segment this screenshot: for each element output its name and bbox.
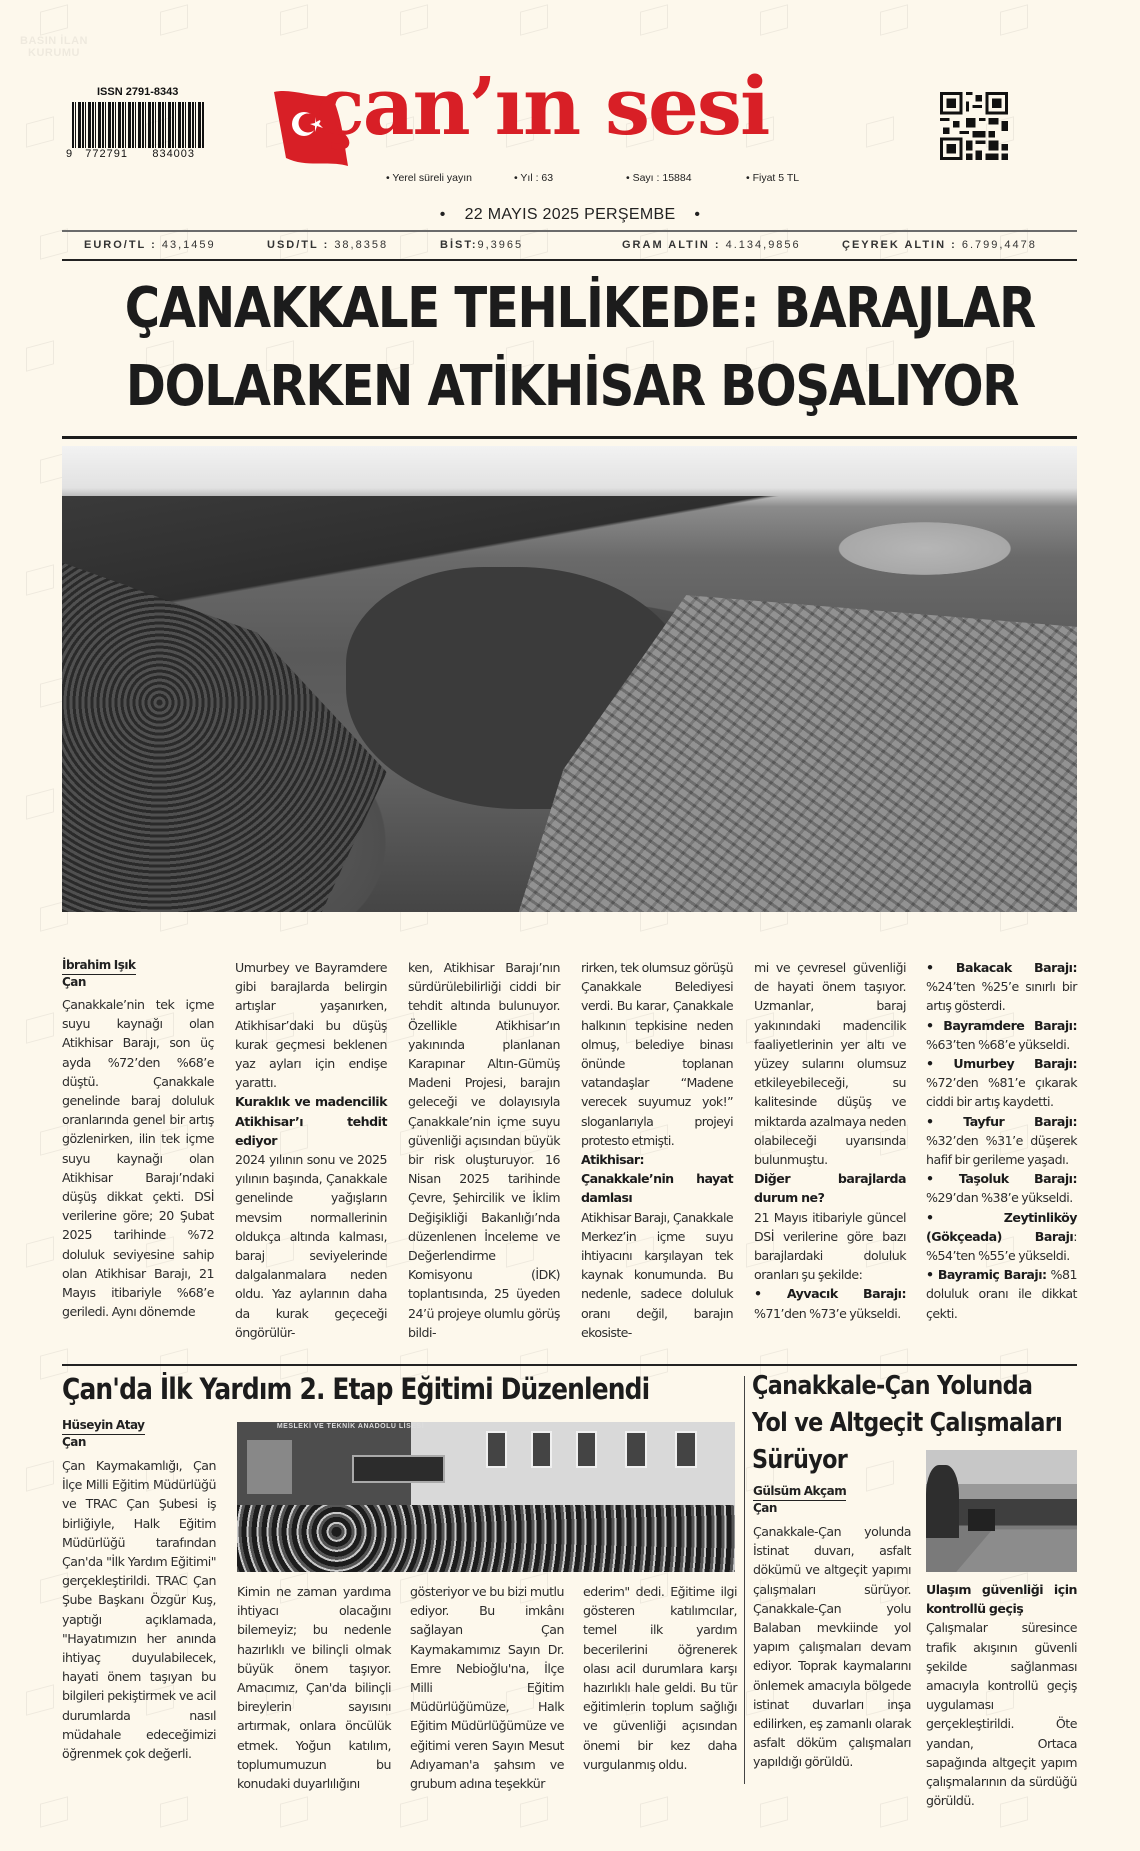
- photo-window: [625, 1431, 646, 1468]
- dam-item: • Ayvacık Barajı: %71’den %73’e yükseldi.: [754, 1286, 906, 1321]
- main-headline[interactable]: [52, 272, 1092, 428]
- story3-headline-line1: Çanakkale-Çan Yolunda: [752, 1371, 1033, 1401]
- story2-paragraph: ederim" dedi. Eğitime ilgi gösteren katılımcılar, temel ilk yardım becerilerini öğrenerek olası acil durumlara karşı hazırlıklı hale geldi. Bu tür eğitimlerin toplum sağlığı ve güvenliği açısından önemi bir kez daha vurgulanmış oldu.: [583, 1584, 737, 1772]
- story3-column-2: [926, 1580, 1077, 1810]
- author-name: Gülsüm Akçam: [753, 1484, 846, 1501]
- author-location: Çan: [753, 1501, 777, 1515]
- photo-trees: [926, 1465, 959, 1538]
- meta-year: • Yıl : 63: [514, 172, 554, 184]
- story3-headline-line2: Yol ve Altgeçit Çalışmaları: [752, 1408, 1063, 1438]
- photo-window: [675, 1431, 696, 1468]
- story2-headline[interactable]: Çan'da İlk Yardım 2. Etap Eğitimi Düzenlendi: [62, 1372, 650, 1406]
- main-story-paragraph: mi ve çevresel güvenliği de hayati önem taşıyor. Uzmanlar, baraj yakınındaki madencilik faaliyetlerinin yer altı ve yüzey sularını olumsuz etkileyebileceği, su kalitesinde düşüş ve miktarda azalmaya neden olabileceği uyarısında bulunmuştu.: [754, 960, 906, 1168]
- headline-rule: [62, 436, 1077, 439]
- main-story-paragraph: ken, Atikhisar Barajı’nın sürdürülebilirliği ciddi bir tehdit altında bulunuyor. Özellikle Atikhisar’ın yakınında planlanan Karapınar Altın-Gümüş Madeni Projesi, barajın geleceği ve dolayısıyla Çanakkale’nin içme suyu güvenliği açısından büyük bir risk oluşturuyor. 16 Nisan 2025 tarihinde Çevre, Şehircilik ve İklim Değişikliği Bakanlığı’nda düzenlenen İnceleme ve Değerlendirme Komisyonu (İDK) toplantısında, 25 üyeden 24’ü projeye olumlu görüş bildi-: [408, 960, 560, 1340]
- photo-road: [956, 1529, 1077, 1572]
- rate-usd: USD/TL : 38,8358: [267, 239, 389, 251]
- dam-item: • Umurbey Barajı: %72’den %81’e çıkarak ciddi bir artış kaydetti.: [926, 1056, 1077, 1110]
- main-headline-line2: DOLARKEN ATİKHİSAR BOŞALIYOR: [125, 354, 1019, 419]
- newspaper-logo[interactable]: çan’ın sesi: [316, 59, 769, 153]
- column-divider: [744, 1376, 745, 1784]
- author-location: Çan: [62, 975, 86, 989]
- main-story-column-1: [62, 958, 214, 1321]
- rate-gram-gold: GRAM ALTIN : 4.134,9856: [622, 239, 801, 251]
- meta-price: • Fiyat 5 TL: [746, 172, 800, 184]
- main-story-column-5: [754, 958, 906, 1323]
- dam-item: • Bakacak Barajı: %24’ten %25’e sınırlı bir artış gösterdi.: [926, 960, 1077, 1014]
- dam-item: • Zeytinliköy (Gökçeada) Barajı: %54’ten %55’e yükseldi.: [926, 1209, 1077, 1264]
- photo-window: [576, 1431, 597, 1468]
- dam-item: • Tayfur Barajı: %32’den %31’e düşerek hafif bir gerileme yaşadı.: [926, 1113, 1077, 1168]
- barcode-icon: [72, 102, 204, 148]
- photo-window: [486, 1431, 507, 1468]
- qr-code-icon[interactable]: [940, 92, 1008, 160]
- story2-paragraph: Çan Kaymakamlığı, Çan İlçe Milli Eğitim Müdürlüğü ve TRAC Çan Şubesi iş birliğiyle, Halk Eğitim Müdürlüğü tarafından Çan'da "İlk Yardım Eğitimi" gerçekleştirildi. TRAC Çan Şube Başkanı Özgür Kuş, yaptığı açıklamada, "Hayatımızın her anında ihtiyaç duyulabilecek, hayati önem taşıyan bu bilgileri pekiştirmek ve acil durumlarda nasıl müdahale edeceğimizi öğrenmek çok değerli.: [62, 1458, 216, 1762]
- main-story-subheading: Kuraklık ve madencilik Atikhisar’ı tehdit ediyor: [235, 1094, 387, 1148]
- main-story-paragraph: 2024 yılının sonu ve 2025 yılının başında, Çanakkale genelinde yağışların mevsim normallerinin oldukça altında kalması, baraj seviyelerinde dalgalanmalara neden oldu. Yaz aylarının daha da kurak geçeceği öngörülür-: [235, 1152, 387, 1340]
- main-story-subheading: Diğer barajlarda durum ne?: [754, 1171, 906, 1206]
- main-story-paragraph: Çanakkale’nin tek içme suyu kaynağı olan Atikhisar Barajı, son üç ayda %72’den %68’e düştü. Çanakkale genelinde baraj doluluk oranlarında genel bir artış gözlenirken, ilin tek içme suyu kaynağı olan Atikhisar Barajı’ndaki düşüş dikkat çekti. DSİ verilerine göre; 20 Şubat 2025 tarihinde %72 doluluk seviyesine sahip olan Atikhisar Barajı, 21 Mayıs itibariyle %68’e geriledi. Aynı dönemde: [62, 997, 214, 1320]
- main-story-column-4: [581, 958, 733, 1342]
- story2-byline: [62, 1418, 216, 1450]
- section-rule: [62, 1364, 1077, 1366]
- main-story-column-3: [408, 958, 560, 1342]
- main-story-paragraph: Atikhisar Barajı, Çanakkale Merkez’in içme suyu ihtiyacını karşılayan tek kaynak konumunda. Bu nedenle, sadece doluluk oranı değil, barajın ekosiste-: [581, 1209, 733, 1340]
- rate-bist: BİST:9,3965: [440, 239, 524, 251]
- dam-item: • Taşoluk Barajı: %29’dan %38’e yükseldi.: [926, 1171, 1077, 1206]
- photo-flag: [247, 1440, 292, 1494]
- rate-quarter-gold: ÇEYREK ALTIN : 6.799,4478: [842, 239, 1037, 251]
- story3-paragraph: Çalışmalar süresince trafik akışının güvenli şekilde sağlanması amacıyla kontrollü geçiş uygulaması gerçekleştirildi. Öte yandan, Ortaca sapağında altgeçit yapım çalışmalarının da sürdüğü görüldü.: [926, 1620, 1077, 1809]
- main-story-photo[interactable]: [62, 446, 1077, 912]
- photo-window: [531, 1431, 552, 1468]
- photo-truck: [968, 1509, 995, 1531]
- author-location: Çan: [62, 1435, 86, 1449]
- story2-column-4: [583, 1582, 737, 1774]
- main-story-column-2: [235, 958, 387, 1342]
- dam-item: • Bayramiç Barajı: %81 doluluk oranı ile dikkat çekti.: [926, 1267, 1077, 1321]
- meta-issue-number: • Sayı : 15884: [626, 172, 692, 184]
- main-story-paragraph: Umurbey ve Bayramdere gibi barajlarda belirgin artışlar yaşanırken, Atikhisar’daki bu düşüş kurak geçmesi beklenen yaz ayları için endişe yarattı.: [235, 960, 387, 1091]
- author-name: Hüseyin Atay: [62, 1418, 145, 1435]
- dam-item: • Bayramdere Barajı: %63’ten %68’e yükseldi.: [926, 1017, 1077, 1052]
- story3-subheading: Ulaşım güvenliği için kontrollü geçiş: [926, 1582, 1077, 1617]
- story2-column-1: [62, 1418, 216, 1763]
- issue-date: • 22 MAYIS 2025 PERŞEMBE •: [439, 206, 701, 223]
- photo-board: [352, 1455, 446, 1483]
- barcode-number: 9 772791 834003: [66, 148, 196, 160]
- story3-byline: [753, 1484, 911, 1516]
- photo-banner-text: MESLEKİ VE TEKNİK ANADOLU LİSESİ: [276, 1423, 425, 1430]
- watermark-logo: BASIN İLAN KURUMU: [14, 8, 94, 59]
- story2-paragraph: gösteriyor ve bu bizi mutlu ediyor. Bu imkânı sağlayan Çan Kaymakamımız Sayın Dr. Emre Nebioğlu'na, İlçe Milli Eğitim Müdürlüğümüze, Halk Eğitim Müdürlüğümüze ve eğitimi veren Sayın Mesut Adıyaman'a şahsım ve grubum adına teşekkür: [410, 1584, 564, 1792]
- story3-photo[interactable]: [926, 1450, 1077, 1572]
- story2-photo[interactable]: [237, 1422, 735, 1572]
- story3-column-1: [753, 1484, 911, 1772]
- main-headline-line1: ÇANAKKALE TEHLİKEDE: BARAJLAR: [124, 276, 1035, 341]
- photo-audience: [237, 1505, 735, 1573]
- author-name: İbrahim Işık: [62, 958, 136, 975]
- rate-euro: EURO/TL : 43,1459: [84, 239, 216, 251]
- story2-column-3: [410, 1582, 564, 1793]
- main-story-paragraph: rirken, tek olumsuz görüşü Çanakkale Belediyesi verdi. Bu karar, Çanakkale halkının tepkisine neden olmuş, belediye binası önünde toplanan vatandaşlar “Madene verecek suyumuz yok!” sloganlarıyla projeyi protesto etmişti.: [581, 960, 733, 1148]
- main-story-byline: [62, 958, 214, 990]
- story3-paragraph: Çanakkale-Çan yolunda İstinat duvarı, asfalt dökümü ve altgeçit yapımı çalışmaları sürüyor. Çanakkale-Çan yolu Balaban mevkiinde yol yapım çalışmaları devam ediyor. Toprak kaymalarını önlemek amacıyla bölgede istinat duvarları inşa edilirken, eş zamanlı olarak asfalt döküm çalışmaları yapıldığı görüldü.: [753, 1524, 911, 1770]
- meta-publication-type: • Yerel süreli yayın: [386, 172, 472, 184]
- exchange-rates-bar: [62, 230, 1077, 261]
- story2-column-2: [237, 1582, 391, 1793]
- main-story-subheading: Atikhisar: Çanakkale’nin hayat damlası: [581, 1152, 733, 1206]
- main-story-column-6: [926, 958, 1077, 1323]
- issn-label: ISSN 2791-8343: [97, 86, 179, 98]
- story2-paragraph: Kimin ne zaman yardıma ihtiyacı olacağını bilemeyiz; bu nedenle hazırlıklı ve bilinçli olmak büyük önem taşıyor. Amacımız, Çan'da bilinçli bireylerin sayısını artırmak, onlara öncülük etmek. Yoğun katılım, toplumumuzun bu konudaki duyarlılığını: [237, 1584, 391, 1792]
- main-story-paragraph: 21 Mayıs itibariyle güncel DSİ verilerine göre bazı barajlardaki doluluk oranları şu şekilde:: [754, 1209, 906, 1283]
- story3-headline-line3: Sürüyor: [752, 1445, 848, 1475]
